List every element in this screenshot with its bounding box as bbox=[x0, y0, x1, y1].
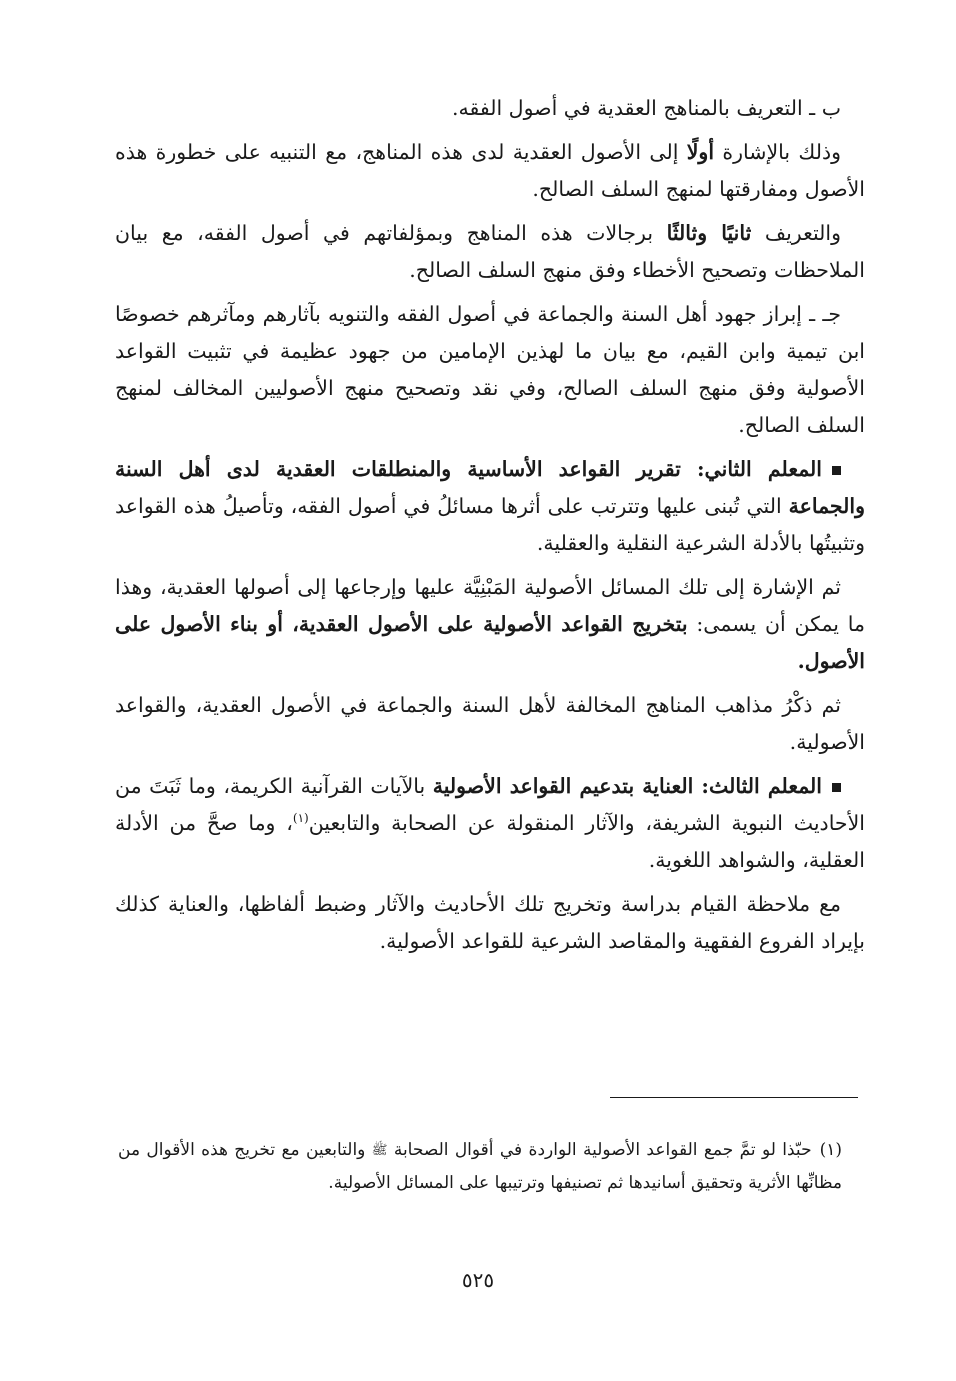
paragraph-5-heading: المعلم الثاني: تقرير القواعد الأساسية والمنطلقات العقدية لدى أهل السنة والجماعة bbox=[115, 457, 865, 518]
paragraph-3-lead: والتعريف bbox=[751, 221, 842, 245]
footnote-marker: (١) bbox=[819, 1140, 842, 1160]
footnote-divider bbox=[610, 1097, 858, 1098]
footnote-text-rest: والتابعين مع تخريج هذه الأقوال من مظانِّها الأثرية وتحقيق أسانيدها ثم تصنيفها وترتيبها على المسائل الأصولية. bbox=[118, 1140, 842, 1193]
footnote bbox=[118, 1134, 842, 1200]
paragraph-5 bbox=[115, 451, 865, 562]
paragraph-4-text: جـ ـ إبراز جهود أهل السنة والجماعة في أصول الفقه والتنويه بآثارهم ومآثرهم خصوصًا ابن تيمية وابن القيم، مع بيان ما لهذين الإمامين من جهود عظيمة في تثبيت القواعد الأصولية وفق منهج السلف الصالح، وفي نقد وتصحيح منهج الأصوليين المخالف لمنهج السلف الصالح. bbox=[115, 302, 865, 437]
paragraph-2-lead: وذلك بالإشارة bbox=[714, 140, 841, 164]
paragraph-9 bbox=[115, 886, 865, 960]
paragraph-6-lead: ثم الإشارة إلى تلك المسائل الأصولية المَبْنِيَّة عليها وإرجاعها إلى أصولها العقدية، وهذا ما يمكن أن يسمى: bbox=[115, 575, 865, 636]
paragraph-6 bbox=[115, 569, 865, 680]
square-bullet-icon bbox=[832, 783, 841, 792]
square-bullet-icon bbox=[832, 466, 841, 475]
honorific-seal-icon: ﷺ bbox=[371, 1143, 388, 1158]
paragraph-6-bold: بتخريج القواعد الأصولية على الأصول العقدية، أو بناء الأصول على الأصول. bbox=[115, 612, 865, 673]
paragraph-2 bbox=[115, 134, 865, 208]
paragraph-7 bbox=[115, 687, 865, 761]
paragraph-8 bbox=[115, 768, 865, 879]
page-body bbox=[115, 90, 865, 967]
paragraph-3 bbox=[115, 215, 865, 289]
paragraph-8-rest: بالآيات القرآنية الكريمة، وما ثَبَتَ من الأحاديث النبوية الشريفة، والآثار المنقولة عن الصحابة والتابعين bbox=[115, 774, 865, 835]
paragraph-2-rest: إلى الأصول العقدية لدى هذه المناهج، مع التنبيه على خطورة هذه الأصول ومفارقتها لمنهج السلف الصالح. bbox=[115, 140, 865, 201]
paragraph-8-end: ، وما صحَّ من الأدلة العقلية، والشواهد اللغوية. bbox=[115, 811, 865, 872]
paragraph-7-text: ثم ذكْرُ مذاهب المناهج المخالفة لأهل السنة والجماعة في الأصول العقدية، والقواعد الأصولية. bbox=[115, 693, 865, 754]
page-number: ٥٢٥ bbox=[461, 1268, 495, 1292]
paragraph-9-text: مع ملاحظة القيام بدراسة وتخريج تلك الأحاديث والآثار وضبط ألفاظها، والعناية كذلك بإيراد الفروع الفقهية والمقاصد الشرعية للقواعد الأصولية. bbox=[115, 892, 865, 953]
paragraph-3-rest: برجالات هذه المناهج وبمؤلفاتهم في أصول الفقه، مع بيان الملاحظات وتصحيح الأخطاء وفق منهج السلف الصالح. bbox=[115, 221, 865, 282]
footnote-reference[interactable]: (١) bbox=[292, 811, 309, 826]
paragraph-8-heading: المعلم الثالث: العناية بتدعيم القواعد الأصولية bbox=[432, 774, 822, 798]
paragraph-4 bbox=[115, 296, 865, 444]
paragraph-5-rest: التي تُبنى عليها وتترتب على أثرها مسائلُ في أصول الفقه، وتأصيلُ هذه القواعد وتثبيتُها بالأدلة الشرعية النقلية والعقلية. bbox=[115, 494, 865, 555]
paragraph-3-bold: ثانيًا وثالثًا bbox=[666, 221, 752, 245]
footnote-text-lead: حبّذا لو تمَّ جمع القواعد الأصولية الواردة في أقوال الصحابة bbox=[393, 1140, 812, 1160]
paragraph-1 bbox=[115, 90, 865, 127]
paragraph-1-text: ب ـ التعريف بالمناهج العقدية في أصول الفقه. bbox=[451, 96, 841, 120]
paragraph-2-bold: أولًا bbox=[686, 140, 715, 164]
